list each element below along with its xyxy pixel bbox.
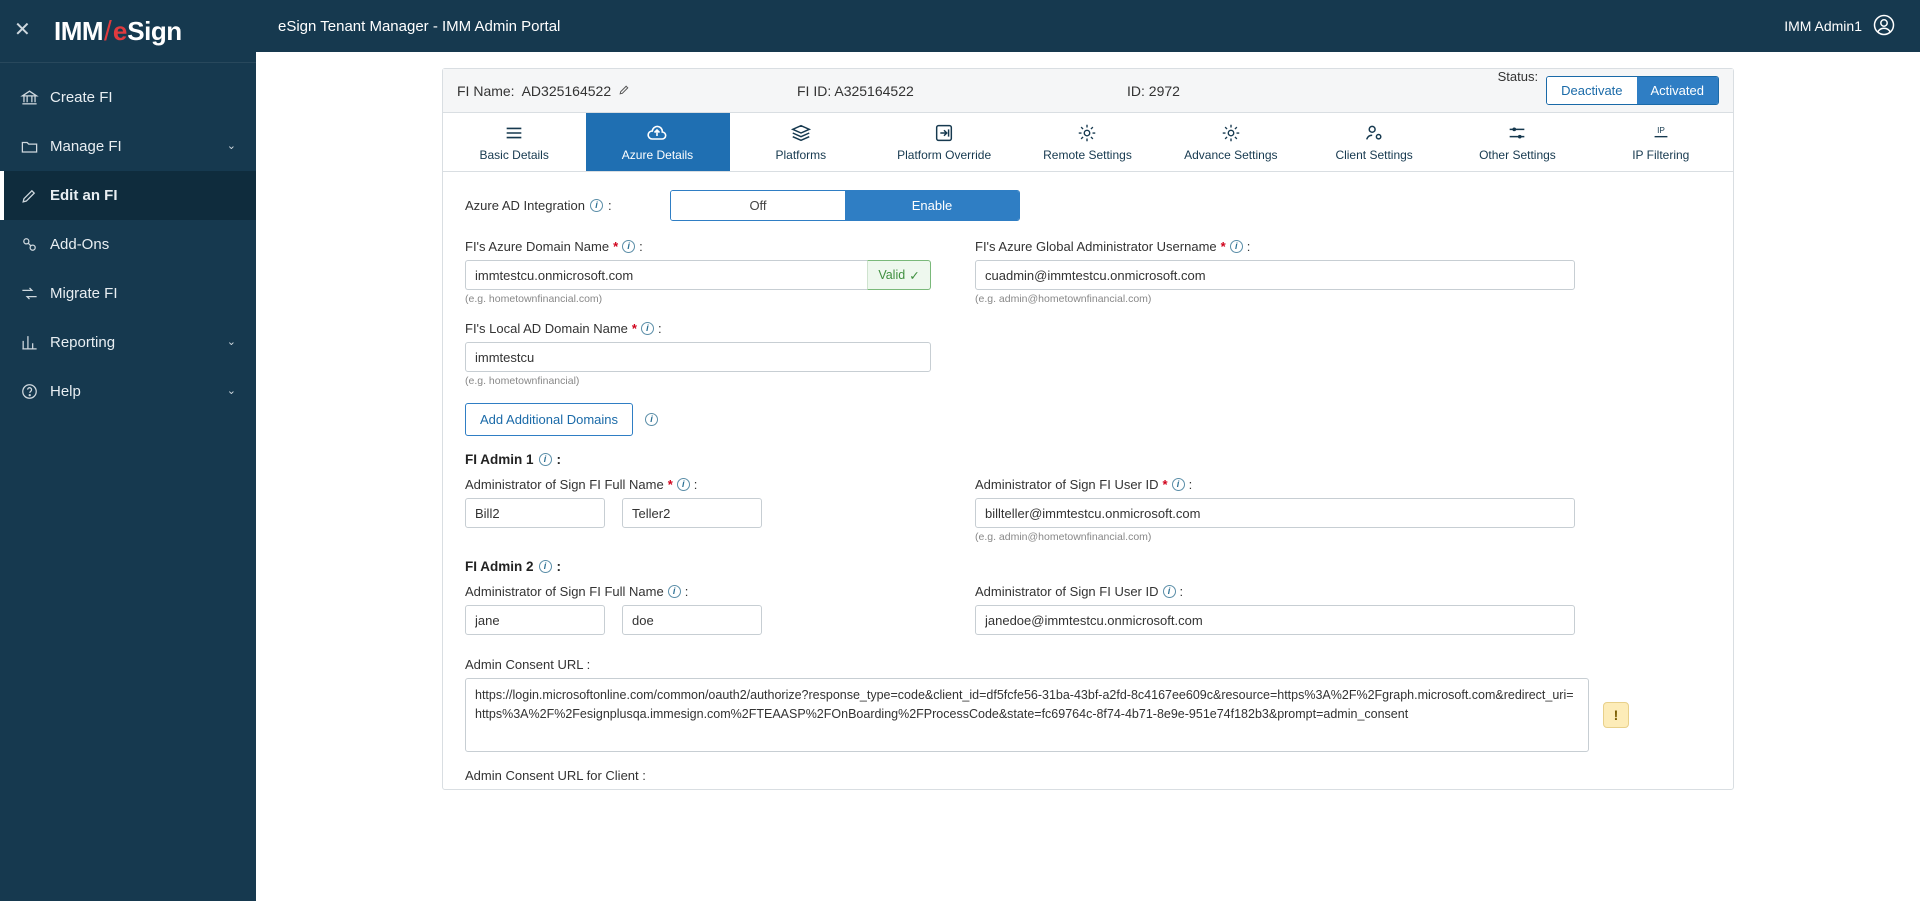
admin1-user-id-input[interactable]: [975, 498, 1575, 528]
azure-off-button[interactable]: Off: [671, 191, 845, 220]
fi-admin-2-heading: [465, 559, 1711, 574]
tab-other-settings[interactable]: [1446, 113, 1589, 171]
required-mark: *: [631, 321, 637, 336]
sidebar-item-label: Reporting: [50, 334, 116, 351]
tab-label: IP Filtering: [1632, 148, 1690, 162]
status-group: [1497, 69, 1719, 105]
brand-imm-text: IMM: [54, 16, 104, 46]
folder-icon: [20, 137, 50, 156]
admin2-user-id-input[interactable]: [975, 605, 1575, 635]
local-ad-label-group: [465, 321, 965, 336]
local-ad-col: [465, 321, 965, 387]
sidebar-item-label: Migrate FI: [50, 285, 118, 302]
local-ad-domain-name-input[interactable]: [465, 342, 931, 372]
id-label: ID:: [1127, 82, 1145, 99]
tab-label: Azure Details: [621, 148, 694, 162]
info-icon[interactable]: i: [1163, 585, 1176, 598]
brand-logo: [54, 15, 182, 47]
admin1-first-name-input[interactable]: [465, 498, 605, 528]
colon: :: [684, 584, 689, 599]
pencil-icon: [20, 186, 50, 205]
activated-button[interactable]: Activated: [1637, 77, 1718, 104]
admin2-last-name-input[interactable]: [622, 605, 762, 635]
sidebar-header: [0, 0, 256, 63]
migrate-icon: [20, 284, 50, 303]
puzzle-icon: [20, 235, 50, 254]
sidebar-item-label: Help: [50, 383, 81, 400]
tab-remote-settings[interactable]: [1016, 113, 1159, 171]
brand-slash: /: [104, 15, 112, 46]
fi-admin-1-heading: [465, 452, 1711, 467]
domain-hint: (e.g. hometownfinancial.com): [465, 293, 603, 305]
admin-consent-url-section: [465, 657, 1711, 752]
edit-fi-name-pencil-icon[interactable]: [618, 83, 631, 99]
tab-ip-filtering[interactable]: [1590, 113, 1733, 171]
global-admin-label: FI's Azure Global Administrator Username: [975, 239, 1217, 254]
azure-enable-button[interactable]: Enable: [845, 191, 1019, 220]
layers-icon: [790, 122, 812, 144]
tab-label: Client Settings: [1335, 148, 1413, 162]
admin1-userid-hint: (e.g. admin@hometownfinancial.com): [975, 531, 1152, 543]
sidebar-item-label: Add-Ons: [50, 236, 110, 253]
admin1-fullname-label-group: [465, 477, 965, 492]
colon: :: [693, 477, 698, 492]
gear-remote-icon: [1076, 122, 1098, 144]
admin-userid-label: Administrator of Sign FI User ID: [975, 477, 1159, 492]
svg-text:IP: IP: [1656, 126, 1665, 135]
sidebar-item-edit-an-fi[interactable]: [0, 171, 256, 220]
tab-azure-details[interactable]: [586, 113, 729, 171]
cloud-icon: [645, 122, 669, 144]
admin-consent-url-textarea[interactable]: [465, 678, 1589, 752]
info-icon[interactable]: i: [645, 413, 658, 426]
brand-sign-text: Sign: [127, 16, 182, 46]
check-icon: ✓: [909, 268, 920, 283]
fi-admin-1-row: [465, 477, 1711, 543]
info-icon[interactable]: i: [590, 199, 603, 212]
tab-advance-settings[interactable]: [1160, 113, 1303, 171]
sidebar-item-label: Create FI: [50, 89, 113, 106]
admin-consent-url-row: [465, 678, 1711, 752]
admin2-userid-col: [975, 584, 1475, 635]
admin1-name-pair: [465, 498, 965, 528]
global-admin-hint: (e.g. admin@hometownfinancial.com): [975, 293, 1152, 305]
account-circle-icon[interactable]: [1872, 13, 1898, 39]
admin2-first-name-input[interactable]: [465, 605, 605, 635]
status-label: Status:: [1497, 69, 1539, 84]
chevron-down-icon: ⌄: [226, 140, 236, 152]
info-icon[interactable]: i: [1172, 478, 1185, 491]
colon: :: [657, 321, 662, 336]
fi-header-bar: [443, 69, 1733, 113]
sidebar-item-migrate-fi[interactable]: [0, 269, 256, 318]
sidebar-item-label: Manage FI: [50, 138, 122, 155]
bank-icon: [20, 88, 50, 107]
colon: :: [1246, 239, 1251, 254]
admin-userid-label: Administrator of Sign FI User ID: [975, 584, 1159, 599]
admin1-last-name-input[interactable]: [622, 498, 762, 528]
deactivate-button[interactable]: Deactivate: [1547, 77, 1636, 104]
sidebar-item-help[interactable]: [0, 367, 256, 416]
id-value: 2972: [1148, 82, 1180, 99]
tab-client-settings[interactable]: [1303, 113, 1446, 171]
domain-label: FI's Azure Domain Name: [465, 239, 610, 254]
admin2-name-col: [465, 584, 965, 635]
tab-label: Platforms: [775, 148, 827, 162]
user-gear-icon: [1363, 122, 1385, 144]
colon: :: [556, 559, 562, 574]
chevron-down-icon: ⌄: [226, 385, 236, 397]
tab-label: Remote Settings: [1043, 148, 1132, 162]
azure-domain-name-input[interactable]: [465, 260, 867, 290]
admin1-userid-col: [975, 477, 1475, 543]
chevron-down-icon: ⌄: [226, 336, 236, 348]
brand-e-text: e: [112, 16, 128, 46]
user-menu[interactable]: [1784, 13, 1898, 39]
global-admin-label-group: [975, 239, 1475, 254]
sidebar-item-create-fi[interactable]: [0, 73, 256, 122]
tab-bar: [443, 113, 1733, 172]
sidebar: [0, 0, 256, 901]
colon: :: [639, 239, 643, 254]
add-additional-domains-button[interactable]: Add Additional Domains: [465, 403, 633, 436]
admin2-name-pair: [465, 605, 965, 635]
user-name: IMM Admin1: [1784, 18, 1862, 34]
required-mark: *: [1162, 477, 1168, 492]
admin-consent-url-client-section: [465, 768, 1711, 783]
fi-admin-2-label: FI Admin 2: [465, 559, 534, 574]
sliders-icon: [1506, 122, 1528, 144]
sidebar-item-add-ons[interactable]: [0, 220, 256, 269]
chart-icon: [20, 333, 50, 352]
fi-id-group: [797, 83, 1127, 99]
fi-panel: [442, 68, 1734, 790]
info-icon[interactable]: i: [539, 560, 552, 573]
colon: :: [1188, 477, 1193, 492]
domain-field-line: [465, 260, 965, 290]
admin1-name-col: [465, 477, 965, 543]
tab-basic-details[interactable]: [443, 113, 586, 171]
colon: :: [556, 452, 562, 467]
local-ad-row: [465, 321, 1711, 387]
local-ad-label: FI's Local AD Domain Name: [465, 321, 628, 336]
main-area: [256, 0, 1920, 901]
admin-fullname-label: Administrator of Sign FI Full Name: [465, 477, 664, 492]
sidebar-nav: [0, 73, 256, 416]
admin-fullname-label: Administrator of Sign FI Full Name: [465, 584, 664, 599]
top-bar: [256, 0, 1920, 52]
tab-label: Basic Details: [479, 148, 549, 162]
admin2-fullname-label-group: [465, 584, 965, 599]
colon: :: [607, 198, 612, 213]
azure-integration-row: [465, 190, 1711, 221]
forward-icon: [933, 122, 955, 144]
fi-id-value: A325164522: [834, 82, 914, 99]
info-icon[interactable]: i: [677, 478, 690, 491]
tab-label: Platform Override: [897, 148, 992, 162]
admin2-userid-label-group: [975, 584, 1475, 599]
id-group: [1127, 83, 1407, 99]
required-mark: *: [1220, 239, 1226, 254]
close-icon[interactable]: ✕: [14, 19, 31, 41]
domain-col: [465, 239, 965, 305]
azure-integration-label: Azure AD Integration: [465, 198, 585, 213]
fi-name-group: [457, 83, 797, 99]
azure-global-administrator-username-input[interactable]: [975, 260, 1575, 290]
fi-admin-1-label: FI Admin 1: [465, 452, 534, 467]
info-icon[interactable]: i: [1230, 240, 1243, 253]
info-icon[interactable]: i: [539, 453, 552, 466]
azure-integration-toggle[interactable]: [670, 190, 1020, 221]
content-area: [256, 52, 1920, 901]
admin1-userid-label-group: [975, 477, 1475, 492]
sidebar-item-label: Edit an FI: [50, 187, 118, 204]
fi-name-value: AD325164522: [521, 82, 612, 99]
colon: :: [1179, 584, 1184, 599]
domain-label-group: [465, 239, 965, 254]
domain-valid-badge: [867, 260, 931, 290]
local-ad-hint: (e.g. hometownfinancial): [465, 375, 580, 387]
tab-label: Other Settings: [1479, 148, 1556, 162]
add-domains-row: [465, 403, 1711, 436]
info-icon[interactable]: i: [622, 240, 635, 253]
page-title: eSign Tenant Manager - IMM Admin Portal: [278, 17, 561, 35]
status-toggle[interactable]: [1546, 76, 1719, 105]
warning-icon[interactable]: !: [1603, 702, 1629, 728]
sidebar-item-reporting[interactable]: [0, 318, 256, 367]
info-icon[interactable]: i: [668, 585, 681, 598]
ip-icon: [1650, 122, 1672, 144]
fi-id-label: FI ID:: [797, 82, 832, 99]
required-mark: *: [667, 477, 673, 492]
fi-name-label: FI Name:: [457, 82, 515, 99]
tab-platforms[interactable]: [730, 113, 873, 171]
tab-label: Advance Settings: [1184, 148, 1278, 162]
gear-advance-icon: [1220, 122, 1242, 144]
azure-integration-label-group: [465, 198, 665, 213]
domain-row: [465, 239, 1711, 305]
valid-text: Valid: [878, 268, 906, 282]
list-icon: [503, 122, 525, 144]
admin-consent-url-label: Admin Consent URL :: [465, 657, 591, 672]
help-icon: [20, 382, 50, 401]
azure-details-form: [443, 172, 1733, 783]
tab-platform-override[interactable]: [873, 113, 1016, 171]
required-mark: *: [613, 239, 619, 254]
info-icon[interactable]: i: [641, 322, 654, 335]
fi-admin-2-row: [465, 584, 1711, 635]
sidebar-item-manage-fi[interactable]: [0, 122, 256, 171]
global-admin-col: [975, 239, 1475, 305]
admin-consent-url-client-label: Admin Consent URL for Client :: [465, 768, 646, 784]
